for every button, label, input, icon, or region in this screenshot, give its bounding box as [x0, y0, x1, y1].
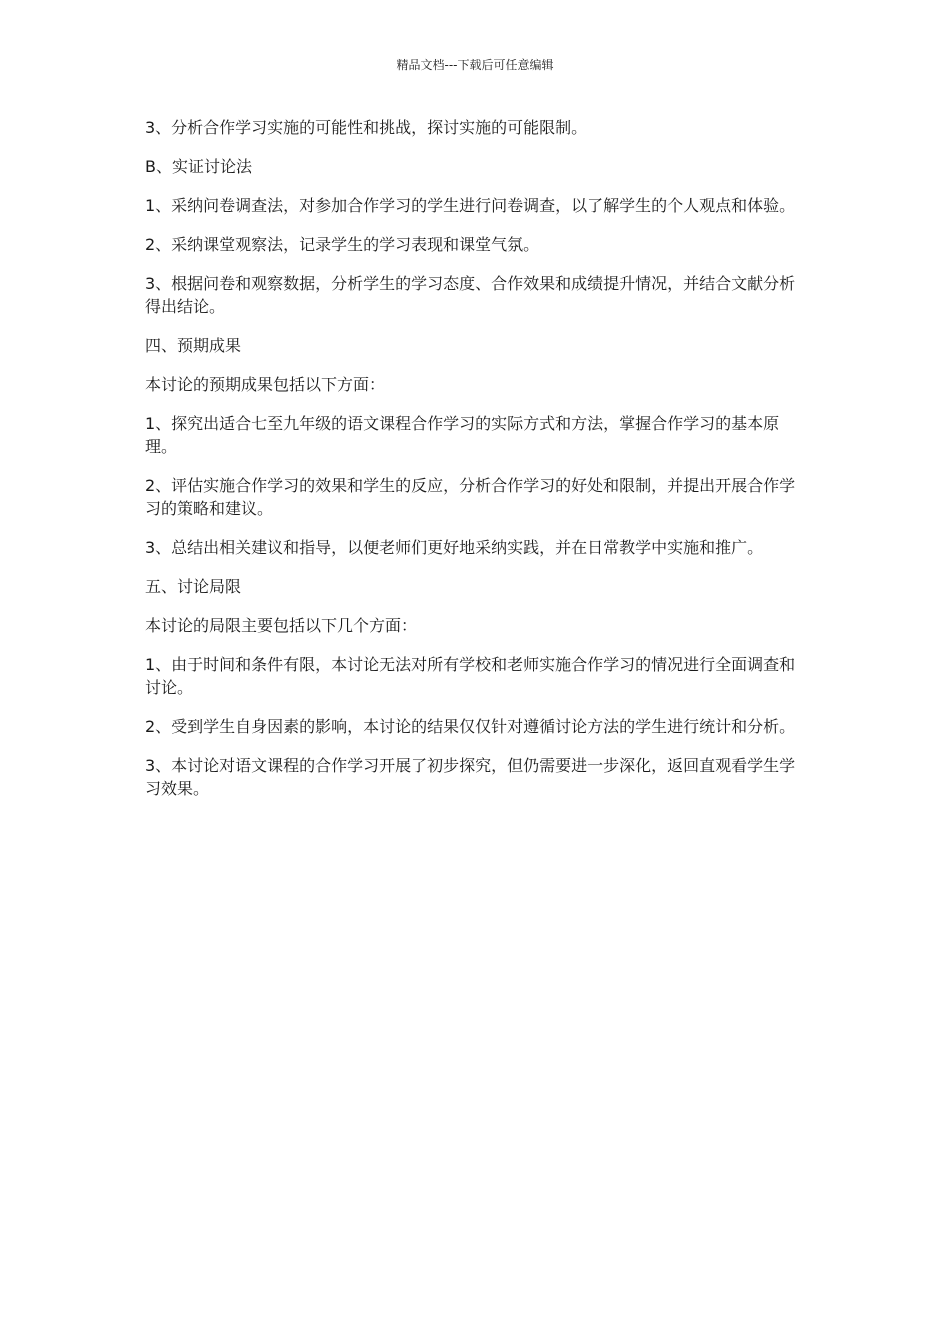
paragraph: 1、由于时间和条件有限，本讨论无法对所有学校和老师实施合作学习的情况进行全面调查和讨论。 — [145, 655, 796, 697]
page-header: 精品文档---下载后可任意编辑 — [396, 58, 554, 72]
paragraph: 3、本讨论对语文课程的合作学习开展了初步探究，但仍需要进一步深化，返回直观看学生学习效果。 — [145, 756, 796, 798]
paragraph: 1、采纳问卷调查法，对参加合作学习的学生进行问卷调查，以了解学生的个人观点和体验。 — [145, 196, 796, 215]
paragraph: 3、总结出相关建议和指导，以便老师们更好地采纳实践，并在日常教学中实施和推广。 — [145, 538, 764, 557]
section-heading: 五、讨论局限 — [145, 577, 242, 596]
paragraph: 1、探究出适合七至九年级的语文课程合作学习的实际方式和方法，掌握合作学习的基本原理。 — [145, 414, 780, 456]
paragraph: 3、分析合作学习实施的可能性和挑战，探讨实施的可能限制。 — [145, 118, 588, 137]
paragraph: 2、采纳课堂观察法，记录学生的学习表现和课堂气氛。 — [145, 235, 540, 254]
paragraph: 3、根据问卷和观察数据，分析学生的学习态度、合作效果和成绩提升情况，并结合文献分析得出结论。 — [145, 274, 796, 316]
paragraph: 本讨论的预期成果包括以下方面： — [145, 375, 386, 394]
section-heading: 四、预期成果 — [145, 336, 242, 355]
paragraph: 本讨论的局限主要包括以下几个方面： — [145, 616, 418, 635]
document-body — [145, 116, 810, 816]
section-heading: B、实证讨论法 — [145, 157, 252, 176]
paragraph: 2、评估实施合作学习的效果和学生的反应，分析合作学习的好处和限制，并提出开展合作学习的策略和建议。 — [145, 476, 796, 518]
paragraph: 2、受到学生自身因素的影响，本讨论的结果仅仅针对遵循讨论方法的学生进行统计和分析。 — [145, 717, 796, 736]
